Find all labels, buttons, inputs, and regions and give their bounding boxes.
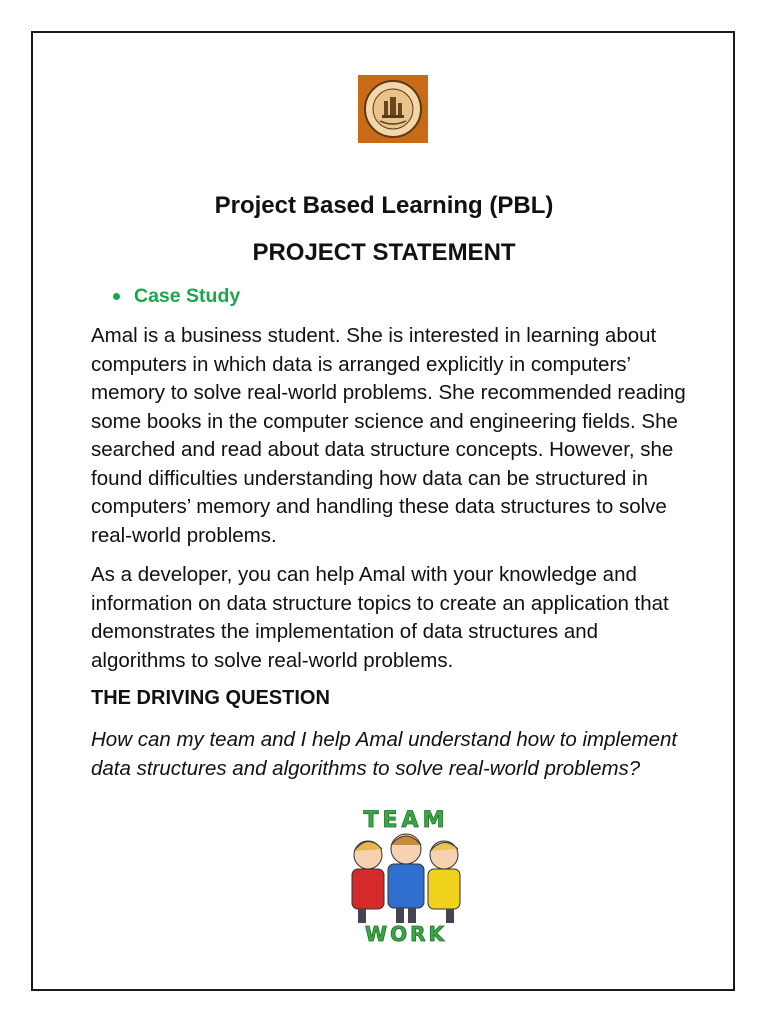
developer-paragraph: As a developer, you can help Amal with your knowledge and information on data structure topics to create an application that demonstrates the implementation of data structures and algorithms to solve real-world problems. [91,563,669,672]
case-study-bullet [113,285,240,308]
case-study-paragraph: Amal is a business student. She is interested in learning about computers in which data is arranged explicitly in computers’ memory to solve real-world problems. She recommended reading some books in the computer science and engineering fields. She searched and read about data structure concepts. However, she found difficulties understanding how data can be structured in computers’ memory and handling these data structures to solve real-world problems. [91,324,686,547]
page-title: Project Based Learning (PBL) [214,192,554,219]
page-subtitle: PROJECT STATEMENT [252,239,516,266]
university-seal-icon [358,75,428,143]
case-study-label: Case Study [134,285,241,307]
team-word: TEAM [363,808,449,833]
bullet-icon [113,293,120,300]
driving-question-text: How can my team and I help Amal understand how to implement data structures and algorithms to solve real-world problems? [91,728,678,780]
driving-question-heading: THE DRIVING QUESTION [91,687,330,709]
work-word: WORK [365,922,447,946]
teamwork-illustration [338,799,474,949]
